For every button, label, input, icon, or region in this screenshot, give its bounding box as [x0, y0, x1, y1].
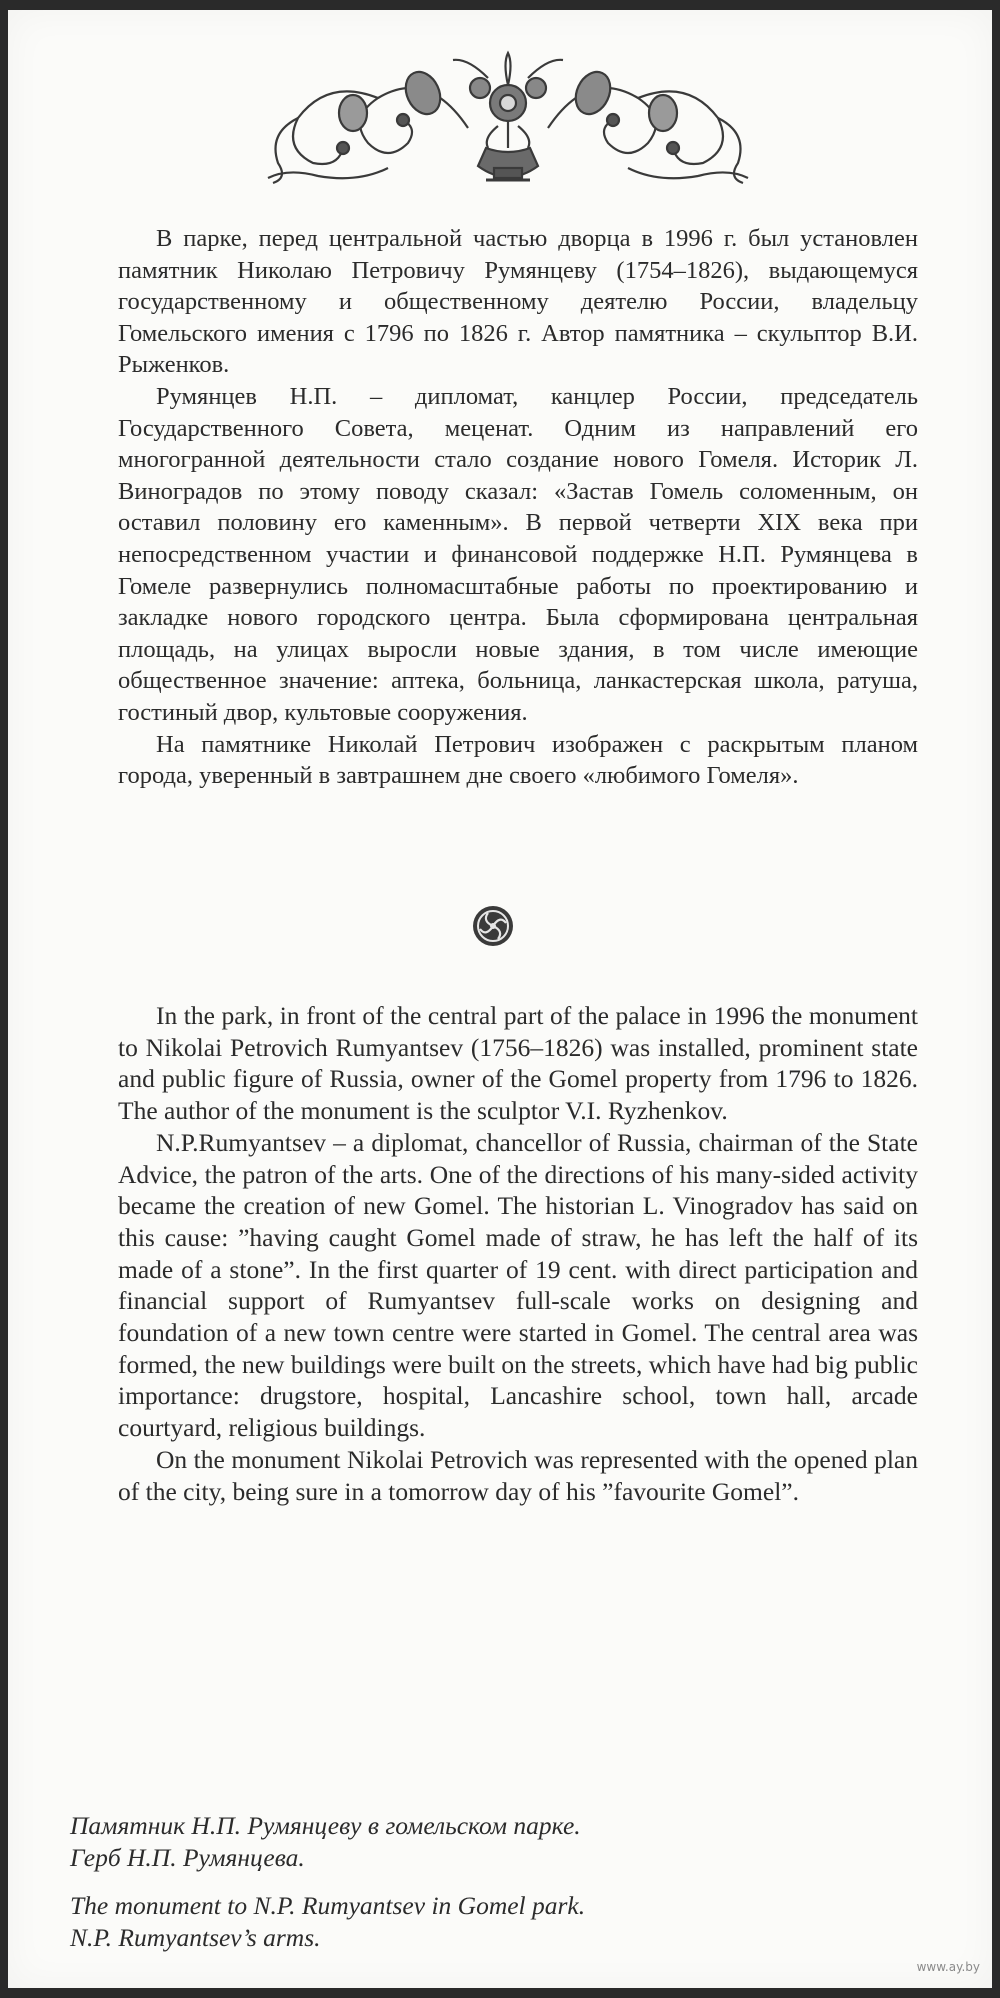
english-paragraph: N.P.Rumyantsev – a diplomat, chancellor of Russia, chairman of the State Advice, the patron of the arts. One of the directions of his many-sided activity became the creation of new Gomel. The historian L. Vinogradov has said on this cause: ”having caught Gomel made of straw, he has left the half of its made of a stone”. In the first quarter of 19 cent. with direct participation and financial support of Rumyantsev full-scale works on designing and foundation of a new town centre were started in Gomel. The central area was formed, the new buildings were built on the streets, which have had big public importance: drugstore, hospital, Lancashire school, town hall, arcade courtyard, religious buildings.: [118, 1127, 918, 1443]
russian-caption: [70, 1810, 870, 1874]
english-paragraph: On the monument Nikolai Petrovich was represented with the opened plan of the city, being sure in a tomorrow day of his ”favourite Gomel”.: [118, 1444, 918, 1506]
floral-ornament-icon: [258, 48, 758, 198]
rosette-icon: [470, 903, 516, 949]
russian-text: [118, 223, 918, 792]
english-paragraph: In the park, in front of the central part of the palace in 1996 the monument to Nikolai Petrovich Rumyantsev (1756–1826) was installed, prominent state and public figure of Russia, owner of the Gomel property from 1796 to 1826. The author of the monument is the sculptor V.I. Ryzhenkov.: [118, 1001, 918, 1126]
caption-line: The monument to N.P. Rumyantsev in Gomel park.: [70, 1891, 586, 1920]
caption-line: N.P. Rumyantsev’s arms.: [70, 1923, 321, 1952]
russian-paragraph: В парке, перед центральной частью дворца в 1996 г. был установлен памятник Николаю Петровичу Румянцеву (1754–1826), выдающемуся государственному и общественному деятелю России, владельцу Гомельского имения с 1796 по 1826 г. Автор памятника – скульптор В.И. Рыженков.: [118, 225, 918, 379]
english-caption: [70, 1890, 870, 1954]
russian-paragraph: На памятнике Николай Петрович изображен с раскрытым планом города, уверенный в завтрашнем дне своего «любимого Гомеля».: [118, 730, 918, 790]
watermark: www.ay.by: [916, 1960, 980, 1974]
english-text: [118, 1000, 918, 1507]
document-page: [8, 10, 992, 1988]
caption-line: Герб Н.П. Румянцева.: [70, 1843, 305, 1872]
russian-paragraph: Румянцев Н.П. – дипломат, канцлер России, председатель Государственного Совета, меценат. Одним из направлений его многогранной деятельности стало создание нового Гомеля. Историк Л. Виноградов по этому поводу сказал: «Застав Гомель соломенным, он оставил половину его каменным». В первой четверти XIX века при непосредственном участии и финансовой поддержке Н.П. Румянцева в Гомеле развернулись полномасштабные работы по проектированию и закладке нового городского центра. Была сформирована центральная площадь, на улицах выросли новые здания, в том числе имеющие общественное значение: аптека, больница, ланкастерская школа, ратуша, гостиный двор, культовые сооружения.: [118, 382, 918, 726]
caption-line: Памятник Н.П. Румянцеву в гомельском парке.: [70, 1811, 581, 1840]
